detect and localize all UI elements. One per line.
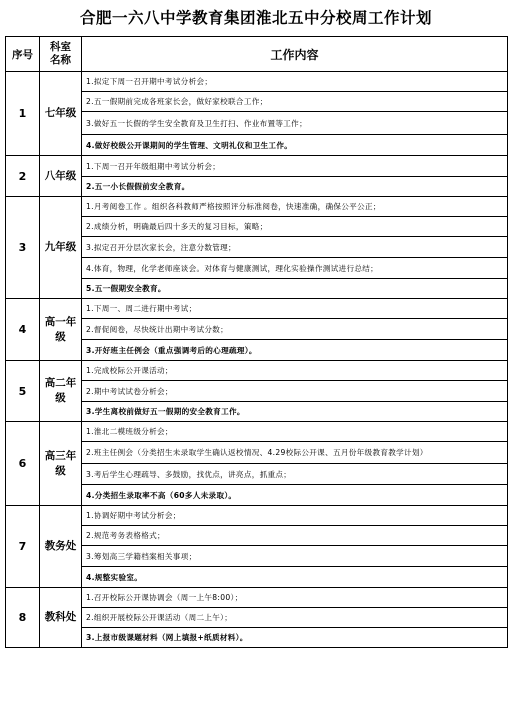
row-department <box>40 422 82 506</box>
row-number: 4 <box>6 299 40 361</box>
table-body <box>6 72 508 648</box>
work-item: 4.分类招生录取率不高（60多人未录取）。 <box>82 485 508 506</box>
work-plan-table <box>5 36 508 648</box>
table-row <box>6 422 508 442</box>
table-row <box>6 279 508 299</box>
row-number: 8 <box>6 588 40 648</box>
department-line1: 教务处 <box>44 540 77 552</box>
row-number: 3 <box>6 197 40 299</box>
table-header-row <box>6 37 508 72</box>
table-row <box>6 485 508 506</box>
department-line2: 级 <box>55 464 66 477</box>
department-line1: 教科处 <box>44 611 77 623</box>
work-item: 1.拟定下周一召开期中考试分析会； <box>82 72 508 92</box>
header-content: 工作内容 <box>82 37 508 72</box>
row-number: 5 <box>6 361 40 422</box>
page-title: 合肥一六八中学教育集团淮北五中分校周工作计划 <box>79 8 432 27</box>
row-department <box>40 299 82 361</box>
work-item: 1.下周一召开年级组期中考试分析会； <box>82 156 508 177</box>
work-item: 2.期中考试试卷分析会； <box>82 381 508 402</box>
header-department-line2: 名称 <box>50 54 71 66</box>
department-line1: 九年级 <box>44 241 77 253</box>
work-item: 3.开好班主任例会（重点强调考后的心理疏理）。 <box>82 340 508 361</box>
department-line1: 七年级 <box>44 107 77 119</box>
row-number: 2 <box>6 156 40 197</box>
table-row <box>6 258 508 279</box>
work-item: 3.拟定召开分层次家长会，注意分数管理； <box>82 237 508 258</box>
row-department <box>40 506 82 588</box>
row-number: 1 <box>6 72 40 156</box>
work-item: 3.做好五一长假的学生安全教育及卫生打扫、作业布置等工作； <box>82 112 508 135</box>
table-row <box>6 177 508 197</box>
table-row <box>6 628 508 648</box>
work-item: 1.协调好期中考试分析会； <box>82 506 508 526</box>
work-item: 4.规整实验室。 <box>82 567 508 588</box>
table-row <box>6 546 508 567</box>
row-department <box>40 156 82 197</box>
table-row <box>6 299 508 319</box>
work-item: 4.做好校级公开课期间的学生管理、文明礼仪和卫生工作。 <box>82 135 508 156</box>
work-item: 2.规范考务表格格式； <box>82 526 508 546</box>
table-row <box>6 402 508 422</box>
work-item: 3.上报市级课题材料（网上填报+纸质材料）。 <box>82 628 508 648</box>
work-item: 1.召开校际公开课协调会（周一上午8:00）； <box>82 588 508 608</box>
row-department <box>40 197 82 299</box>
table-row <box>6 217 508 237</box>
table-row <box>6 340 508 361</box>
header-number: 序号 <box>6 37 40 72</box>
work-item: 2.五一假期前完成各班家长会，做好家校联合工作； <box>82 92 508 112</box>
table-row <box>6 237 508 258</box>
work-item: 1.完成校际公开课活动； <box>82 361 508 381</box>
header-department <box>40 37 82 72</box>
work-item: 3.学生离校前做好五一假期的安全教育工作。 <box>82 402 508 422</box>
table-row <box>6 319 508 340</box>
department-line1: 八年级 <box>44 169 77 182</box>
department-line1: 高二年 <box>44 377 77 389</box>
row-number: 7 <box>6 506 40 588</box>
work-item: 1.下周一、周二进行期中考试； <box>82 299 508 319</box>
table-row <box>6 92 508 112</box>
department-line1: 高一年 <box>44 315 77 328</box>
row-number: 6 <box>6 422 40 506</box>
work-item: 2.督促阅卷，尽快统计出期中考试分数； <box>82 319 508 340</box>
table-row <box>6 567 508 588</box>
table-row <box>6 112 508 135</box>
row-department <box>40 588 82 648</box>
work-item: 2.班主任例会（分类招生未录取学生确认返校情况、4.29校际公开课、五月份年级教育教学计划） <box>82 442 508 464</box>
table-row <box>6 464 508 485</box>
work-item: 2.五一小长假假前安全教育。 <box>82 177 508 197</box>
table-row <box>6 588 508 608</box>
department-line2: 级 <box>55 392 66 404</box>
work-item: 4.体育，物理，化学老师座谈会。对体育与健康测试，理化实验操作测试进行总结； <box>82 258 508 279</box>
table-row <box>6 72 508 92</box>
work-item: 5.五一假期安全教育。 <box>82 279 508 299</box>
table-row <box>6 135 508 156</box>
department-line1: 高三年 <box>44 449 77 462</box>
department-line2: 级 <box>55 330 66 343</box>
table-row <box>6 361 508 381</box>
row-department <box>40 361 82 422</box>
table-row <box>6 608 508 628</box>
table-row <box>6 197 508 217</box>
table-row <box>6 526 508 546</box>
work-item: 3.考后学生心理疏导、多鼓励，找优点，讲亮点，抓重点； <box>82 464 508 485</box>
table-row <box>6 156 508 177</box>
work-item: 2.成绩分析，明确最后四十多天的复习目标，策略； <box>82 217 508 237</box>
table-row <box>6 506 508 526</box>
header-department-line1: 科室 <box>50 41 71 53</box>
work-item: 3.筹划高三学籍档案相关事项； <box>82 546 508 567</box>
work-item: 1.淮北二模班级分析会； <box>82 422 508 442</box>
table-row <box>6 442 508 464</box>
work-item: 1.月考阅卷工作 。组织各科教师严格按照评分标准阅卷，快速准确，确保公平公正； <box>82 197 508 217</box>
work-item: 2.组织开展校际公开课活动（周二上午）； <box>82 608 508 628</box>
table-row <box>6 381 508 402</box>
row-department <box>40 72 82 156</box>
